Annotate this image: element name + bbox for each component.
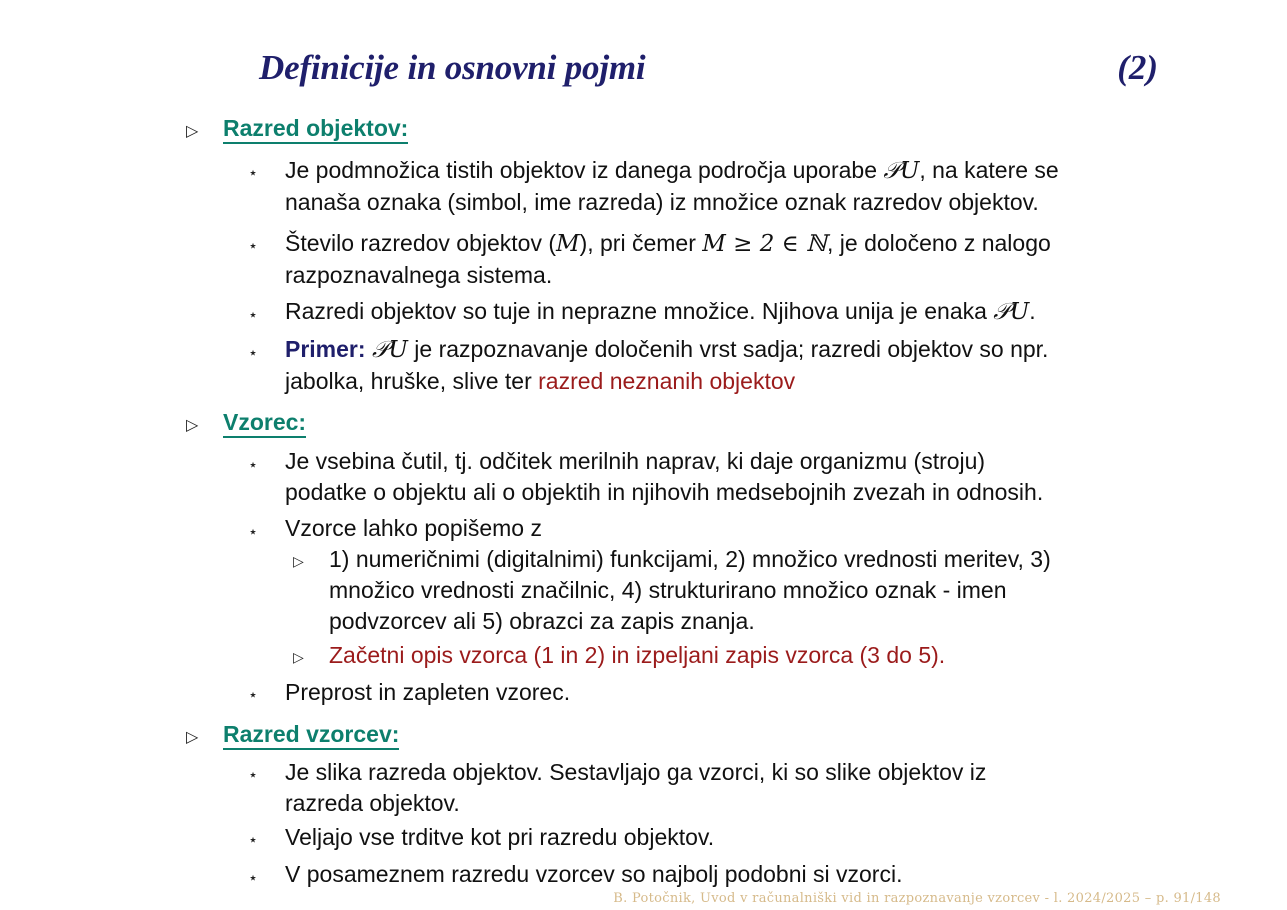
star-icon: ⋆ (248, 236, 259, 255)
section-heading-razred-vzorcev: Razred vzorcev: (223, 721, 399, 750)
sub-list-item: Začetni opis vzorca (1 in 2) in izpeljani zapis vzorca (3 do 5). (329, 642, 946, 668)
triangle-right-icon: ▷ (293, 650, 304, 666)
triangle-right-icon: ▷ (186, 727, 199, 746)
slide-title: Definicije in osnovni pojmi (259, 48, 646, 87)
triangle-right-icon: ▷ (186, 415, 199, 434)
star-icon: ⋆ (248, 305, 259, 324)
star-icon: ⋆ (248, 685, 259, 704)
highlight-text: razred neznanih objektov (538, 368, 796, 394)
triangle-right-icon: ▷ (186, 121, 199, 140)
sub-list-item: 1) numeričnimi (digitalnimi) funkcijami, 2) množico vrednosti meritev, 3) množico vrednosti značilnic, 4) strukturirano množico oznak - imen podvzorcev ali 5) obrazci za zapis znanja. (329, 546, 1051, 634)
list-item: Razredi objektov so tuje in neprazne množice. Njihova unija je enaka 𝒫U. (285, 298, 1036, 325)
star-icon: ⋆ (248, 455, 259, 474)
list-item: Je vsebina čutil, tj. odčitek merilnih naprav, ki daje organizmu (stroju) podatke o objektu ali o objektih in njihovih medsebojnih zvezah in odnosih. (285, 448, 1044, 505)
example-label: Primer: (285, 336, 366, 362)
star-icon: ⋆ (248, 868, 259, 887)
star-icon: ⋆ (248, 343, 259, 362)
list-item: Primer: 𝒫U je razpoznavanje določenih vrst sadja; razredi objektov so npr. jabolka, hruške, slive ter razred neznanih objektov (285, 336, 1049, 394)
section-heading-razred-objektov: Razred objektov: (223, 115, 408, 144)
star-icon: ⋆ (248, 522, 259, 541)
star-icon: ⋆ (248, 830, 259, 849)
list-item: Veljajo vse trditve kot pri razredu objektov. (285, 824, 715, 850)
list-item: Je podmnožica tistih objektov iz danega področja uporabe 𝒫U, na katere se nanaša oznaka (simbol, ime razreda) iz množice oznak razredov objektov. (285, 157, 1059, 215)
list-item: Število razredov objektov (M), pri čemer M ≥ 2 ∈ ℕ, je določeno z nalogo razpoznavalnega sistema. (285, 230, 1051, 288)
list-item: Je slika razreda objektov. Sestavljajo ga vzorci, ki so slike objektov iz razreda objektov. (285, 759, 987, 816)
star-icon: ⋆ (248, 163, 259, 182)
triangle-right-icon: ▷ (293, 554, 304, 570)
list-item: Vzorce lahko popišemo z (285, 515, 542, 541)
footer: B. Potočnik, Uvod v računalniški vid in razpoznavanje vzorcev - l. 2024/2025 – p. 91/148 (613, 891, 1221, 906)
slide-number: (2) (1117, 48, 1158, 87)
star-icon: ⋆ (248, 765, 259, 784)
list-item: Preprost in zapleten vzorec. (285, 679, 571, 705)
list-item: V posameznem razredu vzorcev so najbolj podobni si vzorci. (285, 861, 903, 887)
section-heading-vzorec: Vzorec: (223, 409, 306, 438)
